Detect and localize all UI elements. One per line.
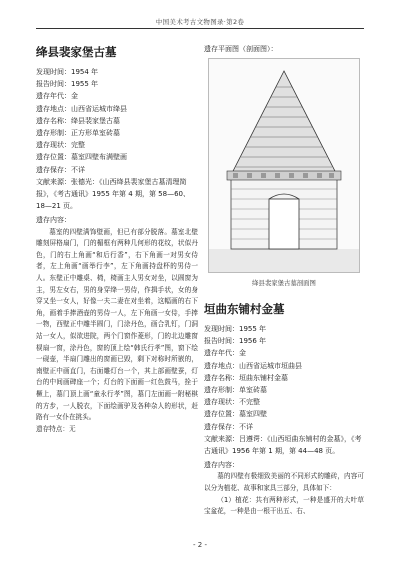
meta-report-time: 报告时间：1955 年 — [36, 80, 99, 89]
meta-reference: 文献来源：吕遵谔：《山西垣曲东铺村的金墓》，《考古通讯》1956 年第 1 期，第 44—48 页。 — [204, 434, 362, 456]
meta-reference: 文献来源：张德光：《山西绛县裴家堡古墓清理简报》，《考古通讯》1955 年第 4 期，第 58—60、18—21 页。 — [36, 177, 190, 211]
meta-form: 遗存形制：单室砖墓 — [204, 386, 267, 395]
content-label: 遗存内容： — [204, 461, 239, 470]
meta-name: 遗存名称：绛县裴家堡古墓 — [36, 116, 120, 125]
left-column — [36, 44, 198, 435]
meta-era: 遗存年代：金 — [36, 92, 78, 101]
content-paragraph: 墓室的四壁满饰壁画，但已有部分脱落。墓室北壁雕刻屏格扇门，门的楣框有两种几何形的花纹，状似丹色，门的右上角画“和后行香”，右下角画一对男女侍者，左上角画“画举行李”，左下角画持盘杯的男侍一人。东壁正中雕桌、椅，椅画主人男女对坐，以圆窗为主，男左女右，男的身穿绛一男侍，作揖手状，女的身穿又坐一女人，好像一夫二妻在对坐着，这幅画的右下角，画着手捧酒壶的男侍一人，左下角画一女侍，手捧一物，西壁正中雕半圆门，门涂丹色，画合乳钉，门洞站一女人，似欲进院，两个门窗作菱形，门的北边雕窗棂扇一窗，涂丹色，窗的顶上绘“韩氏行孝”图，窗下绘一砚壶，半扇门雕出的窗画已毁，剩下对称时所嵌的，南壁正中画直门，右面雕灯台一个，其上部画壁蚕，灯台的中间画碑座一个；灯台的下面画一红色鼓马，拴于橛上，墓门顶上画“童永行孝”图，墓门左面画一附秘棋的方步，一人脱衣，下面绘画驴及各种杂人的形状，赶路有一女仆在挑头。 — [36, 227, 198, 422]
page-number: - 2 - — [193, 541, 207, 549]
content-label: 遗存内容： — [36, 216, 71, 225]
meta-location: 遗存地点：山西省运城市绛县 — [36, 104, 127, 113]
meta-location: 遗存地点：山西省运城市垣曲县 — [204, 361, 302, 370]
meta-position: 遗存位置：墓室四壁 — [204, 410, 267, 419]
meta-status: 遗存现状：完整 — [36, 141, 85, 150]
right-column — [204, 44, 364, 518]
meta-preservation: 遗存保存：不详 — [204, 422, 253, 431]
meta-form: 遗存形制：正方形单室砖墓 — [36, 129, 120, 138]
running-header: 中国美术考古文物图录·第2卷 — [155, 18, 245, 26]
figure-caption: 绛县裴家堡古墓剖面图 — [252, 279, 316, 287]
left-meta — [36, 66, 198, 212]
meta-era: 遗存年代：金 — [204, 349, 246, 358]
meta-position: 遗存位置：墓室四壁布满壁画 — [36, 153, 127, 162]
section-title-peijiabao: 绛县裴家堡古墓 — [36, 45, 117, 59]
meta-status: 遗存现状：不完整 — [204, 398, 260, 407]
content-paragraph-2: （1）植花：共有两种形式，一种是盛开的大叶草宝盆花，一种是由一根干出五、右、 — [204, 495, 364, 516]
header-rule — [36, 28, 364, 29]
section-title-dongpu: 垣曲东铺村金墓 — [204, 302, 285, 316]
meta-report-time: 报告时间：1956 年 — [204, 337, 267, 346]
tomb-section-figure — [208, 58, 360, 273]
meta-found-time: 发现时间：1954 年 — [36, 68, 99, 76]
meta-found-time: 发现时间：1955 年 — [204, 325, 267, 333]
features-line: 遗存特点：无 — [36, 424, 76, 433]
tomb-section-drawing — [209, 59, 359, 272]
meta-preservation: 遗存保存：不详 — [36, 165, 85, 174]
plan-label: 遗存平面图（剖面图）： — [204, 45, 278, 53]
meta-name: 遗存名称：垣曲东铺村金墓 — [204, 373, 288, 382]
right-meta — [204, 323, 364, 457]
content-paragraph-1: 墓的四壁有极细致美丽的不同形式的雕砖，内容可以分为植花、故事和家具三部分，具体如下： — [204, 472, 364, 493]
